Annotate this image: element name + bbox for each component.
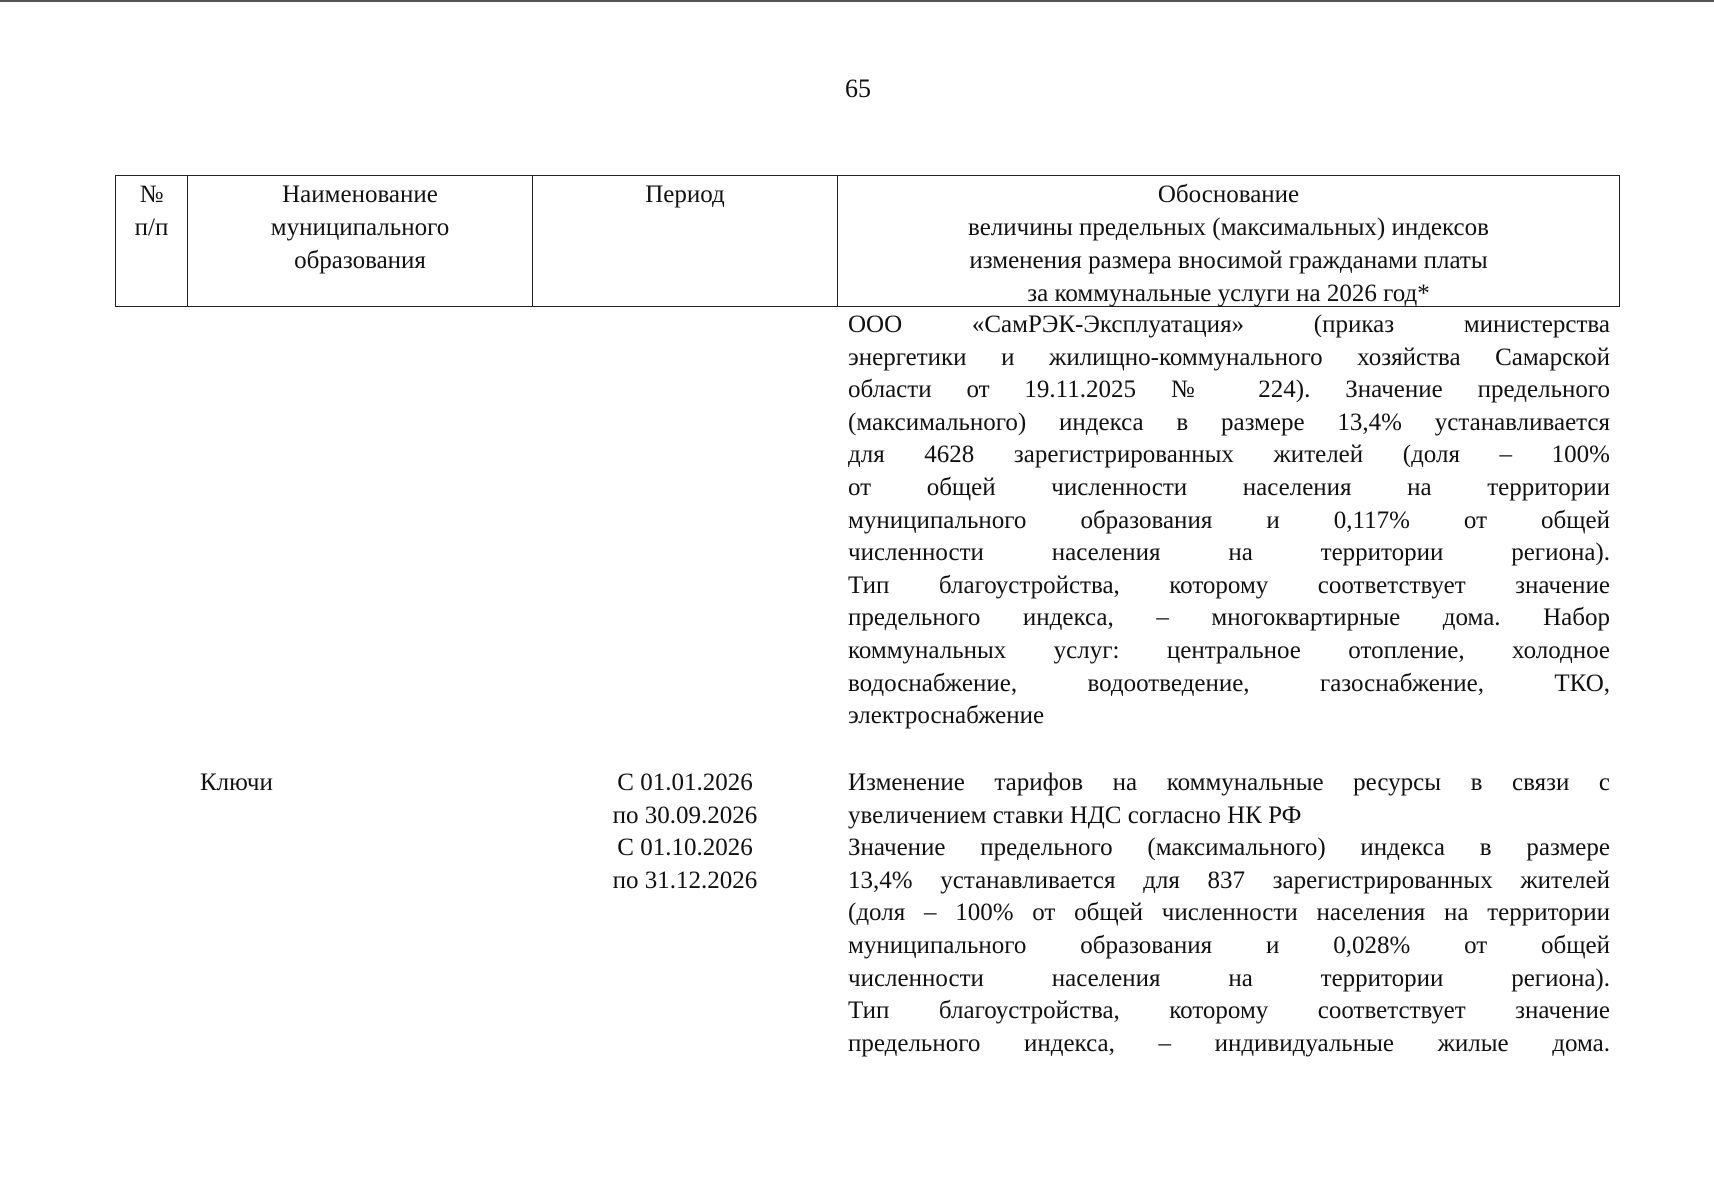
header-number-line: п/п [134, 214, 169, 241]
header-basis-line: Обоснование [1157, 181, 1300, 208]
basis-line: энергетики и жилищно-коммунального хозяйства Самарской [848, 343, 1610, 371]
header-cell-number [116, 176, 188, 306]
basis-line: численности населения на территории региона). [848, 964, 1610, 992]
basis-line: предельного индекса, – многоквартирные дома. Набор [848, 604, 1610, 632]
basis-line: Тип благоустройства, которому соответствует значение [848, 571, 1610, 599]
basis-line: для 4628 зарегистрированных жителей (доля – 100% [848, 441, 1610, 469]
header-basis-line: величины предельных (максимальных) индексов [968, 214, 1489, 241]
period-line: С 01.10.2026 [617, 834, 753, 862]
table-header [115, 175, 1620, 307]
period-line: С 01.01.2026 [617, 769, 753, 796]
basis-line: предельного индекса, – индивидуальные жилые дома. [848, 1029, 1610, 1057]
basis-line: водоснабжение, водоотведение, газоснабжение, ТКО, [848, 669, 1610, 697]
header-municipality-line: муниципального [270, 214, 450, 241]
header-cell-basis [838, 176, 1619, 306]
row-1-basis-text [848, 309, 1610, 733]
basis-line: увеличением ставки НДС согласно НК РФ [848, 801, 1302, 829]
basis-line: 13,4% устанавливается для 837 зарегистрированных жителей [848, 866, 1610, 894]
basis-line: Значение предельного (максимального) индекса в размере [848, 834, 1610, 862]
basis-line: муниципального образования и 0,117% от общей [848, 506, 1610, 534]
basis-line: области от 19.11.2025 № 224). Значение предельного [848, 376, 1610, 404]
page-number: 65 [845, 74, 871, 103]
header-number-line: № [139, 181, 164, 208]
basis-line: ООО «СамРЭК-Эксплуатация» (приказ министерства [848, 311, 1610, 338]
header-basis-line: за коммунальные услуги на 2026 год* [1027, 280, 1430, 307]
header-cell-period [533, 176, 838, 306]
basis-line: (максимального) индекса в размере 13,4% устанавливается [848, 408, 1610, 436]
page-top-edge [0, 0, 1714, 2]
basis-line: от общей численности населения на территории [848, 473, 1610, 501]
basis-line: коммунальных услуг: центральное отопление, холодное [848, 636, 1610, 664]
basis-line: Изменение тарифов на коммунальные ресурсы в связи с [848, 769, 1610, 796]
header-basis-line: изменения размера вносимой гражданами платы [969, 247, 1488, 274]
period-line: по 31.12.2026 [612, 866, 758, 894]
header-cell-municipality [188, 176, 533, 306]
period-line: по 30.09.2026 [612, 801, 758, 829]
row-2-period [590, 767, 780, 897]
basis-line: Тип благоустройства, которому соответствует значение [848, 997, 1610, 1025]
header-municipality-line: Наименование [282, 181, 438, 208]
header-period-line: Период [645, 181, 725, 208]
header-municipality-line: образования [294, 247, 426, 274]
row-2-municipality: Ключи [200, 769, 273, 796]
basis-line: муниципального образования и 0,028% от общей [848, 931, 1610, 959]
basis-line: (доля – 100% от общей численности населения на территории [848, 899, 1610, 927]
row-2-basis-text [848, 767, 1610, 1060]
basis-line: численности населения на территории региона). [848, 539, 1610, 567]
basis-line: электроснабжение [848, 702, 1045, 730]
